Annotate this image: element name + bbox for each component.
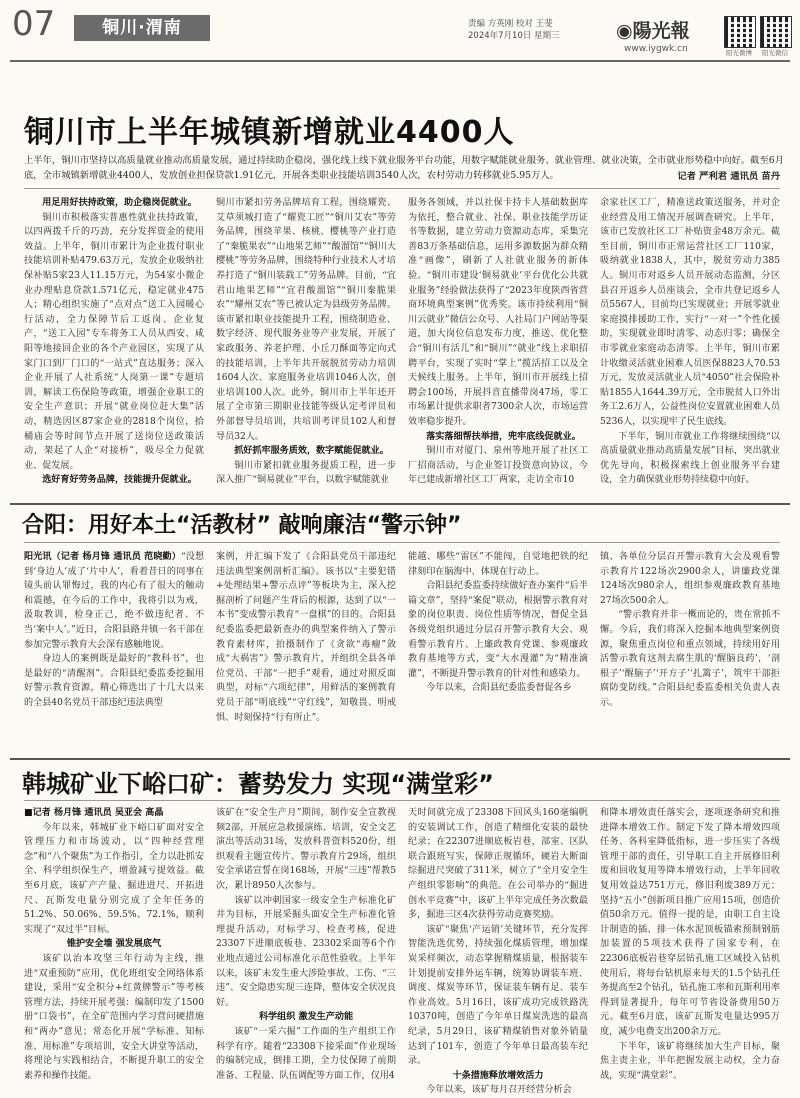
body-paragraph	[216, 196, 396, 444]
page-number: 07	[12, 4, 56, 44]
paragraph-text: 余家社区工厂，精准送政策送服务，并对企业经营及用工情况开展调查研究。上半年，该市已发放社区工厂补贴资金48万余元。截至目前，铜川市正常运营社区工厂110家，吸纳就业1838人，其中，脱贫劳动力385人。铜川市对返乡人员开展动态监测，分区县召开返乡人员座谈会，全市共登记返乡人员5567人，目前均已实现就业；开展零就业家庭摸排援助工作，实行“一对一”个性化援助，实现就业即时清零、动态归零；确保全市零就业家庭动态清零。上半年，铜川市累计收缴灵活就业困难人员医保8823人70.53万元，发放灵活就业人员“4050”社会保险补贴1855人1644.39万元，全市脱贫人口外出务工2.6万人，公益性岗位安置就业困难人员5236人，以实现牢了民生底线。	[600, 198, 780, 427]
qr-caption-weibo: 阳光微博	[726, 49, 752, 57]
article3-column-1	[24, 806, 204, 1081]
paragraph-text: 下半年，铜川市就业工作将继续围绕“以高质量就业推动高质量发展”目标，突出就业优先导向，积极探索线上创业服务平台建设，全力确保就业形势持续稳中向好。	[600, 431, 780, 486]
body-paragraph	[600, 550, 780, 608]
body-paragraph	[600, 196, 780, 430]
paragraph-text: 案例，并汇编下发了《合阳县党员干部违纪违法典型案例剖析汇编》。该书以“主要犯错+处理结果+警示点评”等板块为主，深入挖掘剖析了问题产生背后的根源，达到了以“一本书”变成警示教育“一盘棋”的目的。合阳县纪委监委把最新查办的典型案件纳入了警示教育素材库，拍摄制作了《贪欲“毒瘤”敛成“大祸害”》警示教育片，并组织全县各单位党员、干部“一把手”观看，通过对照反面典型，对标“六项纪律”，用鲜活的案例教育党员干部“明底线”“守红线”，知敬畏、明戒惧、时刻保持“行有所止”。	[216, 552, 396, 723]
lead-in-heading: 抓好抓牢服务质效，数字赋能促就业。	[234, 446, 389, 457]
body-paragraph	[600, 608, 780, 710]
article1-byline: 记者 严利君 通讯员 苗丹	[677, 171, 780, 182]
paragraph-text: 该矿“一采六掘”工作面的生产组织工作科学有序。随着“23308下接采面”作业现场的编制完成，倒排工期，全力仗保障了前期准备、工程量、队伍调配等方面工作，仅用4	[216, 1026, 396, 1081]
paragraph-text: 该矿以治本攻坚三年行动为主线，推进“双重预防”应用，优化班组安全网络体系建设，采用“安全积分+红黄牌警示”等考核管理方法，持续开展考强：编制印发了1500册“口袋书”，在全矿范围内学习营问硬措施和“两办”意见；常态化开展“学标准、知标准、用标准”专项培训，安全大讲堂等活动，将理论与实践相结合，不断提升职工的安全素养和操作技能。	[24, 953, 204, 1081]
article1-column-2	[216, 196, 396, 500]
subheading: 科学组织 激发生产动能	[258, 1012, 354, 1023]
paragraph-text: 合阳县纪委监委持续做好查办案件“后半篇文章”，坚持“案促”联动，根据警示教育对象的岗位职责、岗位性质等情况，督促全县各级党组织通过分层召开警示教育大会、观看警示教育片、上廉政教育党课、参观廉政教育基地等方式，变“大水漫灌”为“精准滴灌”，不断提升警示教育的针对性和感染力。	[408, 581, 588, 679]
paragraph-text: 天时间就完成了23308下回风头160毫编帆的安装调试工作，创造了精细化安装的最快纪录；在22307进顺底板岩巷，部室、区队联合跟班写实，保障正规循环，硬岩大断面综掘进尺突破了311米，树立了“全月安全生产组织零影响”的典范。在公司举办的“掘进创水平竞赛”中，该矿上半年完成任务次数最多，掘进三区4次获得劳动竞赛奖励。	[408, 808, 588, 921]
paragraph-text: 今年以来，韩城矿业下峪口矿面对安全管理压力和市场波动，以“四种经营理念”和“八个聚焦”为工作指引，全力以赴抓安全、科学组织保生产，增盈减亏提效益。截至6月底，该矿产产量、掘进进尺、开拓进尺、瓦斯发电量分别完成了全年任务的51.2%、50.06%、59.5%、72.1%，顺利实现了“双过半”目标。	[24, 822, 204, 935]
body-paragraph	[216, 459, 396, 488]
lead-in-heading: ■记者 杨月锋 通讯员 吴亚会 高晶	[24, 808, 164, 818]
byline: 阳光讯（记者 杨月锋 通讯员 范晓勤）	[24, 552, 181, 562]
article1-rule	[24, 188, 780, 189]
paragraph-text: “警示教育并非一概而论的，贵在常抓不懈。今后，我们将深入挖掘本地典型案例资源，聚焦重点岗位和重点领域，持续用好用活警示教育这剂去腐生肌的‘醒脑良药’，‘剖根子’‘醒脑子’‘开方子’‘扎篱子’，筑牢干部拒腐防变防线。”合阳县纪委监委相关负责人表示。	[600, 610, 780, 708]
body-paragraph	[216, 806, 396, 894]
article2-column-2	[216, 550, 396, 754]
qr-caption-wechat: 阳光微信	[762, 49, 788, 57]
article-divider	[10, 758, 790, 760]
paragraph-text: 铜川市积极落实普惠性就业扶持政策，以四两拨千斤的巧劲，充分发挥资金的使用效益。上半年，铜川市累计为企业拨付职业技能培训补贴479.63万元，发放企业吸纳社保补贴5家23人11.15万元，为54家小微企业办理贴息贷款1.571亿元，稳定就业475人；精心组织实施了“点对点”送工入园暖心行活动，全力保障节后工返岗、企业复产，“送工入园”专车将务工人员从西安、咸阳等地接回企业的各个产业园区，实现了从家门口到厂门口的“一站式”直达服务；深入企业开展了人社系统“人岗第一课”专题培训，解读工伤保险等政策，增强企业职工的安全生产意识；开展“就业岗位赶大集”活动，精选因区87家企业的2818个岗位，拾桶庙会等时间节点开展了送岗位送政策活动，架起了人企“对接桥”，吸尽全力促就业、促发展。	[24, 212, 204, 471]
body-paragraph	[408, 196, 588, 430]
weibo-qr-code-icon	[724, 16, 756, 48]
editor-line: 责编 方英刚 校对 王斐	[468, 19, 553, 29]
body-paragraph	[600, 430, 780, 488]
paragraph-text: 铜川市对厦门、泉州等地开展了社区工厂招商活动，与企业签订投资意向协议，今年已建成新增社区工厂两家，走访全市10	[408, 446, 588, 486]
body-paragraph	[408, 681, 588, 696]
wechat-qr-code-icon	[760, 16, 792, 48]
body-paragraph	[216, 1025, 396, 1083]
article1-headline: 铜川市上半年城镇新增就业4400人	[24, 115, 515, 150]
newspaper-logo: ◉陽光報	[616, 20, 690, 42]
article3-column-2	[216, 806, 396, 1081]
article3-column-4	[600, 806, 780, 1081]
body-paragraph	[600, 806, 780, 1040]
body-paragraph	[216, 894, 396, 1011]
body-paragraph	[24, 550, 204, 652]
paragraph-text: 能越、哪些“雷区”不能闯，自觉地把铁的纪律刻印在脑海中、体现在行动上。	[408, 552, 588, 577]
header-divider	[10, 60, 790, 62]
body-paragraph	[24, 652, 204, 710]
article1-column-1	[24, 196, 204, 500]
article3-column-3	[408, 806, 588, 1096]
paragraph-text: 今年以来，该矿每月召开经营分析会	[426, 1085, 572, 1096]
article2-column-4	[600, 550, 780, 754]
article3-headline: 韩城矿业下峪口矿：蓄势发力 实现“满堂彩”	[22, 770, 494, 798]
article3-rule	[24, 800, 780, 801]
paragraph-text: 铜川市紧扣就业服务提质工程，进一步深入推广“铜易就业”平台，以数字赋能就业	[216, 460, 396, 486]
paragraph-text: “没想到‘身边人’成了‘片中人’，看着昔日的同事在镜头前认罪悔过，我的内心有了很大的触动和震撼，在今后的工作中，我将引以为戒，汲取教训，检身正己，绝不做违纪者、不当‘案中人’。”近日，合阳县路井镇一名干部在参加完警示教育大会深有感触地说。	[24, 552, 204, 650]
lead-in-heading: 选好育好劳务品牌，技能提升促就业。	[42, 475, 197, 486]
editor-meta	[468, 18, 560, 42]
body-paragraph	[408, 1083, 588, 1098]
article2-headline: 合阳：用好本土“活教材” 敲响廉洁“警示钟”	[22, 513, 462, 538]
lead-in-heading: 落实落细帮扶举措，兜牢底线促就业。	[426, 431, 581, 442]
paragraph-text: 该矿“聚焦‘产运销’关键环节，充分发挥智能洗选优势，持续强化煤质管理，增加煤炭采样频次，动态掌握精煤质量，根据装车计划提前安排外运车辆，统筹协调装车班、调度、煤炭等环节，保证装车辆有足、装车作业高效。5月16日，该矿成功完成铁路洗10370吨，创造了今年单日煤炭洗选的最高纪录，5月29日，该矿精煤销售对象外销量达到了101车，创造了今年单日最高装车纪录。	[408, 924, 588, 1067]
article1-column-4	[600, 196, 780, 500]
paragraph-text: 下半年，该矿将继续加大生产目标，聚焦主责主业，半年把握发展主动权，全力奋战，实现“满堂彩”。	[600, 1041, 780, 1081]
paragraph-text: 和降本增效责任落实会，逐项逐条研究和推进降本增效工作。制定下发了降本增效四项任务、各科室降低指标，进一步压实了各级管理干部的责任，引导职工自主开展修旧利废和回收复用等降本增效行动，上半年回收复用效益达751万元，修旧利废389万元；坚持“五小”创新项目推广应用15项，创造价值50余万元。值得一提的是，由职工自主设计制造的插、排一体水泥顶板锚索预制钢筋加装置的5项技术获得了国家专利，在22306底板岩巷穿层钻孔施工区域投入钻机使用后，将每台钻机原来每天的1.5个钻孔任务提高至2个钻孔，钻孔施工率和瓦斯利用率得到显著提升，每年可节省设备费用50万元。截至6月底，该矿瓦斯发电量达995万度，减少电费支出200余万元。	[600, 808, 780, 1037]
date-line: 2024年7月10日 星期三	[468, 31, 560, 41]
paragraph-text: 镇、各单位分层召开警示教育大会及观看警示教育片122场次2900余人，讲廉政党课124场次980余人，组织参观廉政教育基地27场次500余人。	[600, 552, 780, 606]
body-paragraph	[24, 952, 204, 1083]
website-url[interactable]: www.iygwk.cn	[624, 44, 688, 54]
article1-lead: 上半年，铜川市坚持以高质量就业推动高质量发展，通过持续助企稳岗，强化线上线下就业服务平台功能，用数字赋能就业服务、就业管理、就业决策，全市就业形势稳中向好。截至6月底，全市城镇新增就业4400人，发放创业担保贷款1.91亿元，开展各类职业技能培训3540人次，农村劳动力转移就业5.95万人。	[24, 155, 784, 181]
body-paragraph	[408, 923, 588, 1069]
article1-column-3	[408, 196, 588, 500]
article2-column-1	[24, 550, 204, 754]
article2-rule	[24, 542, 780, 543]
paragraph-text: 该矿在“安全生产月”期间，制作安全宣教视频2部，开展应急救援演练、培训，安全文艺演出等活动31场，发放科普资料520份，组织观看主题宣传片、警示教育片29场，组织安全承诺宣誓在岗168场，开展“三违”帮教5次，累计8950人次参与。	[216, 808, 396, 891]
article-divider	[10, 503, 790, 505]
body-paragraph	[600, 1040, 780, 1084]
lead-in-heading: 用足用好扶持政策，助企稳岗促就业。	[42, 198, 197, 208]
body-paragraph	[216, 550, 396, 725]
section-label: 铜川·渭南	[74, 15, 210, 41]
article2-column-3	[408, 550, 588, 754]
subheading: 十条措施释放增效活力	[452, 1070, 544, 1081]
body-paragraph	[408, 550, 588, 579]
body-paragraph	[24, 821, 204, 938]
paragraph-text: 今年以来，合阳县纪委监委督促各乡	[426, 683, 572, 694]
paragraph-text: 身边人的案例既是最好的“教科书”，也是最好的“清醒剂”。合阳县纪委监委挖掘用好警示教育资源，精心筛选出了十几大以来的全县40名党员干部违纪违法典型	[24, 654, 204, 708]
body-paragraph	[408, 579, 588, 681]
body-paragraph	[408, 444, 588, 488]
subheading: 锥护安全墙 强发展底气	[66, 939, 162, 950]
body-paragraph	[408, 806, 588, 923]
paragraph-text: 铜川市紧扣劳务品牌培育工程，围绕耀瓷、艾草须城打造了“耀瓷工匠”“铜川艾农”等劳务品牌，围绕苹果、核桃、樱桃等产业打造了“秦脆果农”“山地果艺师”“酸溜馆”“铜川大樱桃”等劳务品牌，围绕特种行业技术人才培养打造了“铜川装载工”劳务品牌。目前，“宜君山地果艺师”“宜君酸溜馆”“铜川秦脆果农”“耀州艾农”等已被认定为县级劳务品牌。该市紧扣职业技能提升工程，围绕制造业、数字经济、现代服务业等产业发展，开展了家政服务、养老护理、小丘刀酥面等定向式的技能培训，上半年共开展脱贫劳动力培训1604人次、家庭服务业培训1046人次，创业培训100人次。此外，铜川市上半年还开展了全市第三期职业技能等级认定考评员和外部督导员培训，共培训考评员102人和督导员32人。	[216, 198, 396, 442]
body-paragraph	[24, 211, 204, 474]
paragraph-text: 服务各领域，并以社保卡持卡人基础数据库为依托，整合就业、社保、职业技能学历证书等数据，建立劳动力资源动态库，采集完善83万条基础信息，运用多源数据为群众精准“画像”，刷新了人社就业服务的新体验。“铜川市建设‘铜易就业’平台优化公共就业服务”经验做法获得了“2023年度陕西省营商环境典型案例”优秀奖。该市持续利用“铜川云就业”微信公众号、人社局门户网站等渠道，加大岗位信息发布力度，推送、优化整合“铜川有活儿”和“铜川”“就业”线上求职招聘平台，实现了实时“掌上”揽活招工以及全天候线上服务。上半年，铜川市开展线上招聘会100场，开展抖音直播带岗47场，零工市场累计提供求职者7300余人次，市场运营效率稳步提升。	[408, 198, 588, 427]
paragraph-text: 该矿以冲刺国家一级安全生产标准化矿井为目标，开展采掘头面安全生产标准化管理提升活动，对标学习、检查考核，促进23307下进顺底板巷、23302采面等6个作业地点通过公司标准化示范性验收。上半年以来，该矿未发生重大涉险事故、工伤、“三违”、安全隐患实现三连降，整体安全状况良好。	[216, 895, 396, 1008]
